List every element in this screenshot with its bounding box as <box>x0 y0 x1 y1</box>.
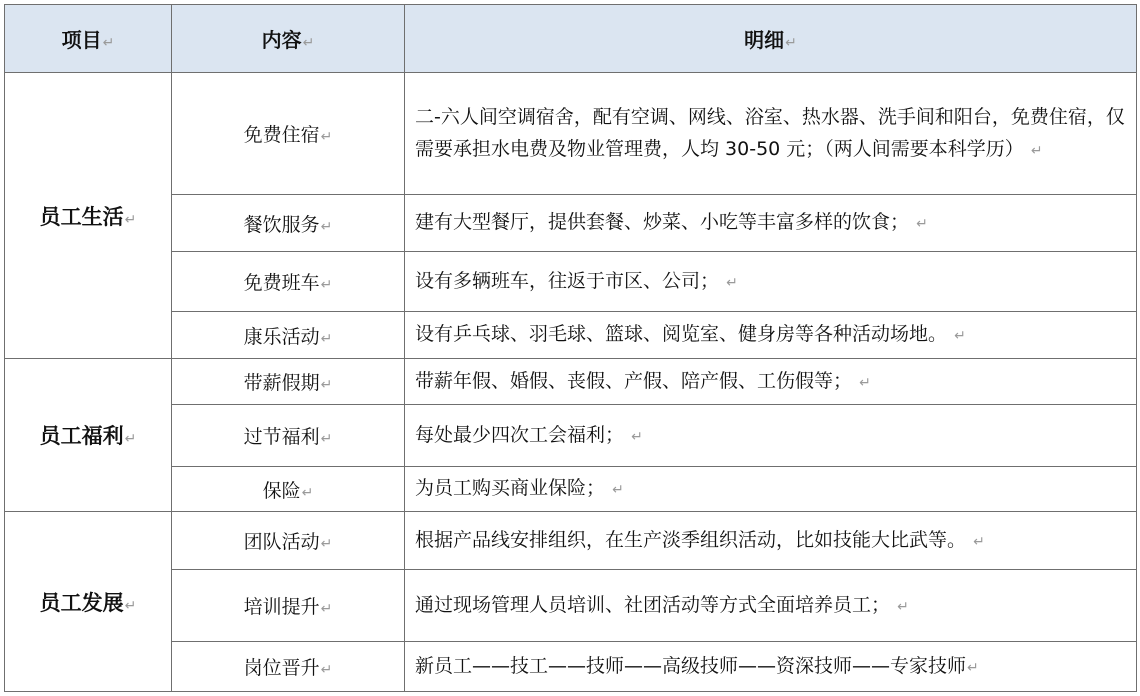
paragraph-mark: ↵ <box>954 328 966 344</box>
detail-text: 每处最少四次工会福利； <box>415 423 625 446</box>
table-row <box>5 512 1137 570</box>
paragraph-mark: ↵ <box>124 431 137 447</box>
paragraph-mark: ↵ <box>124 597 137 614</box>
item-cell <box>172 73 405 195</box>
paragraph-mark: ↵ <box>967 659 979 676</box>
header-content <box>172 5 405 73</box>
paragraph-mark: ↵ <box>612 482 624 498</box>
category-cell <box>5 359 172 512</box>
paragraph-mark: ↵ <box>859 374 871 391</box>
table-row <box>5 570 1137 642</box>
paragraph-mark: ↵ <box>320 377 333 393</box>
table-row <box>5 642 1137 692</box>
paragraph-mark: ↵ <box>320 129 333 145</box>
detail-text: 设有乒乓球、羽毛球、篮球、阅览室、健身房等各种活动场地。 <box>415 323 948 345</box>
item-cell <box>172 405 405 467</box>
table-row <box>5 359 1137 405</box>
detail-cell <box>405 405 1137 467</box>
item-label: 团队活动 <box>243 531 320 553</box>
paragraph-mark: ↵ <box>302 35 315 51</box>
header-project <box>5 5 172 73</box>
detail-cell <box>405 467 1137 512</box>
table-row <box>5 405 1137 467</box>
category-label: 员工福利 <box>39 424 124 448</box>
detail-text: 设有多辆班车，往返于市区、公司； <box>415 269 720 292</box>
paragraph-mark: ↵ <box>973 533 985 550</box>
item-label: 过节福利 <box>243 426 320 448</box>
item-cell <box>172 195 405 252</box>
paragraph-mark: ↵ <box>102 35 115 51</box>
paragraph-mark: ↵ <box>785 35 797 51</box>
detail-text: 二-六人间空调宿舍，配有空调、网线、浴室、热水器、洗手间和阳台，免费住宿，仅需要承担水电费及物业管理费，人均 30-50 元；（两人间需要本科学历） <box>415 105 1125 160</box>
item-label: 岗位晋升 <box>243 657 320 679</box>
paragraph-mark: ↵ <box>301 484 314 501</box>
table-row <box>5 312 1137 359</box>
detail-cell <box>405 642 1137 692</box>
paragraph-mark: ↵ <box>124 211 137 228</box>
detail-cell <box>405 512 1137 570</box>
detail-cell <box>405 195 1137 252</box>
header-content-label: 内容 <box>261 28 302 52</box>
item-cell <box>172 252 405 312</box>
detail-cell <box>405 312 1137 359</box>
paragraph-mark: ↵ <box>726 274 738 291</box>
header-detail-label: 明细 <box>744 28 785 52</box>
item-label: 餐饮服务 <box>243 213 320 236</box>
category-cell <box>5 512 172 692</box>
item-cell <box>172 359 405 405</box>
paragraph-mark: ↵ <box>1030 142 1043 159</box>
paragraph-mark: ↵ <box>320 601 333 617</box>
item-label: 保险 <box>262 479 301 502</box>
detail-cell <box>405 252 1137 312</box>
detail-text: 通过现场管理人员培训、社团活动等方式全面培养员工； <box>415 593 891 616</box>
detail-text: 新员工——技工——技师——高级技师——资深技师——专家技师 <box>415 654 967 677</box>
table-row <box>5 467 1137 512</box>
detail-text: 为员工购买商业保险； <box>415 477 606 499</box>
detail-text: 建有大型餐厅，提供套餐、炒菜、小吃等丰富多样的饮食； <box>415 211 910 233</box>
detail-text: 带薪年假、婚假、丧假、产假、陪产假、工伤假等； <box>415 369 853 392</box>
detail-cell <box>405 570 1137 642</box>
paragraph-mark: ↵ <box>320 218 333 235</box>
paragraph-mark: ↵ <box>320 536 333 552</box>
paragraph-mark: ↵ <box>631 428 643 445</box>
detail-cell <box>405 359 1137 405</box>
item-label: 培训提升 <box>243 596 320 618</box>
header-detail <box>405 5 1137 73</box>
paragraph-mark: ↵ <box>897 598 909 615</box>
category-cell <box>5 73 172 359</box>
item-label: 免费住宿 <box>243 124 320 146</box>
category-label: 员工生活 <box>39 204 124 229</box>
paragraph-mark: ↵ <box>320 277 333 293</box>
category-label: 员工发展 <box>39 590 124 615</box>
item-cell <box>172 512 405 570</box>
paragraph-mark: ↵ <box>320 330 333 347</box>
table-row <box>5 195 1137 252</box>
header-project-label: 项目 <box>61 28 102 52</box>
paragraph-mark: ↵ <box>320 662 333 678</box>
item-cell <box>172 570 405 642</box>
paragraph-mark: ↵ <box>320 431 333 447</box>
benefits-table <box>4 4 1137 692</box>
item-cell <box>172 467 405 512</box>
detail-text: 根据产品线安排组织，在生产淡季组织活动，比如技能大比武等。 <box>415 528 967 551</box>
item-label: 康乐活动 <box>243 325 320 348</box>
item-label: 免费班车 <box>243 272 320 294</box>
detail-cell <box>405 73 1137 195</box>
table-row <box>5 252 1137 312</box>
table-header-row <box>5 5 1137 73</box>
item-label: 带薪假期 <box>243 372 320 394</box>
item-cell <box>172 312 405 359</box>
paragraph-mark: ↵ <box>916 216 928 232</box>
item-cell <box>172 642 405 692</box>
table-row <box>5 73 1137 195</box>
